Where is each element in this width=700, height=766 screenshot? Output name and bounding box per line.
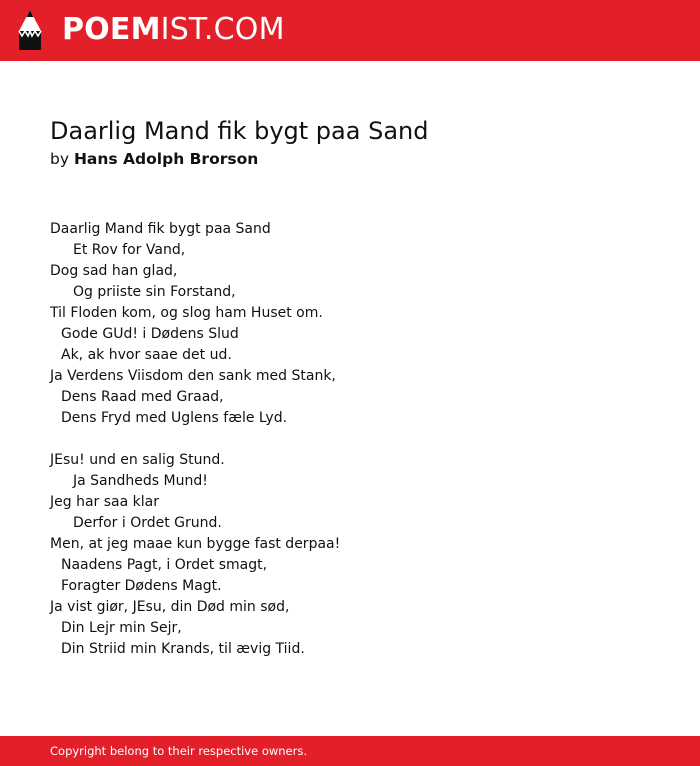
pencil-logo-icon[interactable] bbox=[17, 9, 43, 51]
poem-line: Dens Raad med Graad, bbox=[61, 389, 224, 405]
poem-line: Derfor i Ordet Grund. bbox=[73, 515, 222, 531]
poem-line: Din Lejr min Sejr, bbox=[61, 620, 182, 636]
poem-line: Ja vist giør, JEsu, din Død min sød, bbox=[50, 599, 290, 615]
poem-line: Ak, ak hvor saae det ud. bbox=[61, 347, 232, 363]
site-header bbox=[0, 0, 700, 61]
poem-line: JEsu! und en salig Stund. bbox=[50, 452, 225, 468]
poem-body bbox=[50, 219, 670, 660]
poem-line: Dens Fryd med Uglens fæle Lyd. bbox=[61, 410, 288, 426]
author-link[interactable]: Hans Adolph Brorson bbox=[73, 150, 259, 168]
by-label: by bbox=[50, 150, 70, 168]
stanza-gap bbox=[50, 429, 670, 450]
poem-line: Jeg har saa klar bbox=[50, 494, 159, 510]
poem-line: Naadens Pagt, i Ordet smagt, bbox=[61, 557, 268, 573]
poem-byline bbox=[50, 149, 258, 169]
poem-line: Foragter Dødens Magt. bbox=[61, 578, 222, 594]
poem-line: Dog sad han glad, bbox=[50, 263, 178, 279]
copyright-text: Copyright belong to their respective owners. bbox=[50, 744, 308, 758]
poem-line: Ja Sandheds Mund! bbox=[73, 473, 208, 489]
site-logo[interactable] bbox=[62, 13, 285, 47]
logo-light-text: IST.COM bbox=[160, 12, 285, 47]
logo-bold-text: POEM bbox=[62, 12, 161, 47]
poem-line: Ja Verdens Viisdom den sank med Stank, bbox=[50, 368, 336, 384]
site-footer bbox=[0, 736, 700, 766]
poem-line: Daarlig Mand fik bygt paa Sand bbox=[50, 221, 271, 237]
poem-line: Et Rov for Vand, bbox=[73, 242, 186, 258]
poem-title: Daarlig Mand fik bygt paa Sand bbox=[50, 117, 429, 145]
poem-line: Men, at jeg maae kun bygge fast derpaa! bbox=[50, 536, 341, 552]
poem-line: Til Floden kom, og slog ham Huset om. bbox=[50, 305, 323, 321]
poem-line: Og priiste sin Forstand, bbox=[73, 284, 236, 300]
poem-line: Gode GUd! i Dødens Slud bbox=[61, 326, 239, 342]
poem-line: Din Striid min Krands, til ævig Tiid. bbox=[61, 641, 305, 657]
